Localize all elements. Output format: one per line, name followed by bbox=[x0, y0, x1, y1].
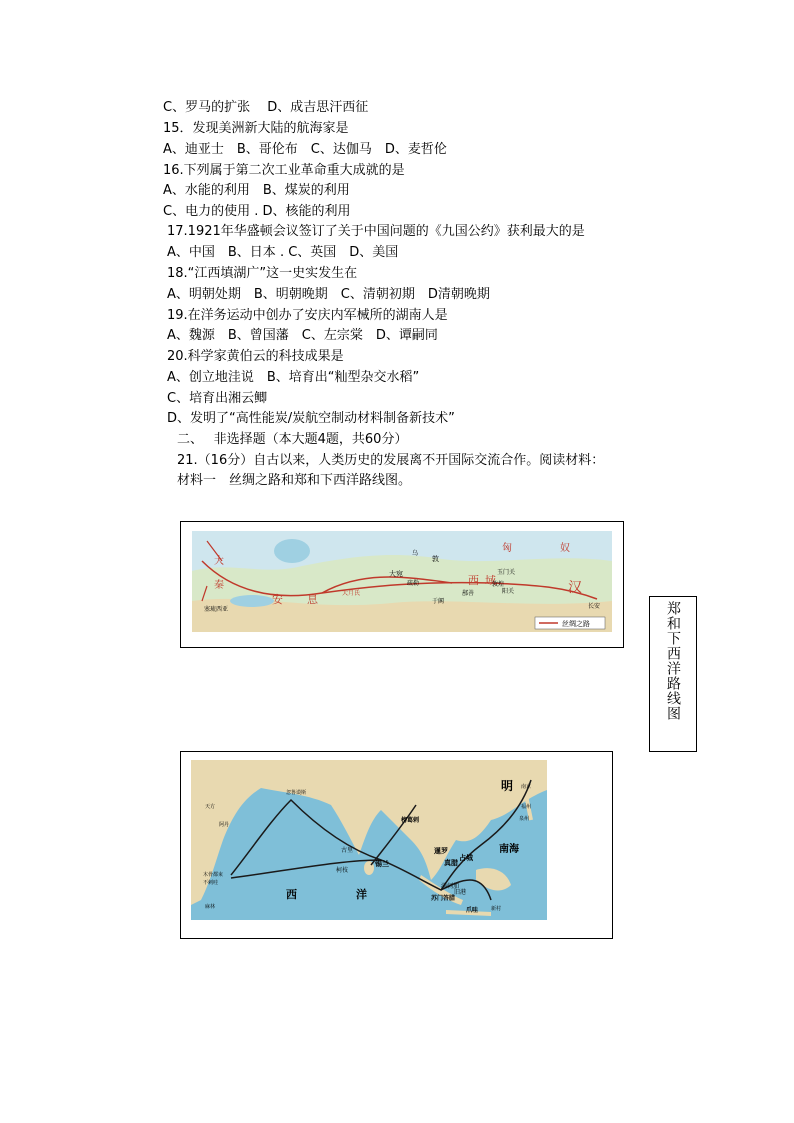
text-line: 17.1921年华盛顿会议签订了关于中国问题的《九国公约》获利最大的是 bbox=[167, 224, 585, 239]
map-label: 大月氏 bbox=[342, 590, 361, 597]
map-label: 大 bbox=[214, 556, 224, 567]
map-label: 明 bbox=[501, 779, 514, 793]
text-line: 19.在洋务运动中创办了安庆内军械所的湖南人是 bbox=[167, 308, 448, 323]
text-line: 15．发现美洲新大陆的航海家是 bbox=[163, 121, 349, 136]
map-label: 柯枝 bbox=[336, 867, 349, 874]
map-label: 敦煌 bbox=[492, 581, 505, 588]
map-label: 木骨都束 bbox=[203, 872, 224, 878]
map-label: 鄯善 bbox=[462, 590, 475, 597]
text-line: 20.科学家黄伯云的科技成果是 bbox=[167, 349, 344, 364]
map-label: 域 bbox=[485, 574, 496, 587]
map-label: 西 bbox=[286, 888, 297, 901]
map-label: 安 bbox=[272, 593, 283, 606]
map-label: 苏门答腊 bbox=[431, 895, 456, 902]
map-label: 玉门关 bbox=[497, 569, 516, 576]
map-label: 阳关 bbox=[502, 588, 515, 595]
text-line: 21.（16分）自古以来，人类历史的发展离不开国际交流合作。阅读材料： bbox=[177, 453, 605, 468]
silk-road-map bbox=[192, 531, 612, 632]
map-label: 汉 bbox=[568, 580, 582, 596]
map-label: 息 bbox=[307, 593, 318, 606]
side-label-box bbox=[649, 596, 697, 752]
map-label: 暹罗 bbox=[434, 847, 448, 855]
map-label: 占城 bbox=[459, 854, 473, 862]
text-line: A、魏源 B、曾国藩 C、左宗棠 D、谭嗣同 bbox=[167, 328, 438, 343]
map-label: 爪哇 bbox=[466, 907, 479, 914]
side-label: 郑和下西洋路线图 bbox=[665, 601, 681, 721]
map-label: 新村 bbox=[491, 906, 502, 912]
map-label: 忽鲁谟斯 bbox=[286, 790, 307, 796]
map-label: 疏勒 bbox=[407, 580, 420, 587]
map-label: 西 bbox=[468, 574, 479, 587]
map-label: 锡兰 bbox=[375, 860, 389, 868]
text-line: 16.下列属于第二次工业革命重大成就的是 bbox=[163, 163, 405, 178]
map-label: 洋 bbox=[356, 888, 367, 901]
map-label: 天方 bbox=[205, 804, 216, 810]
map-label: 泉州 bbox=[519, 816, 530, 822]
text-line: A、创立地洼说 B、培育出“籼型杂交水稻” bbox=[167, 370, 420, 385]
text-line: 材料一 丝绸之路和郑和下西洋路线图。 bbox=[177, 473, 412, 488]
text-line: D、发明了“高性能炭/炭航空制动材料制备新技术” bbox=[167, 411, 455, 426]
zhenghe-map bbox=[191, 760, 547, 920]
map-label: 阿丹 bbox=[219, 822, 230, 828]
map-label: 南京 bbox=[521, 784, 532, 790]
map-label: 榜葛剌 bbox=[401, 817, 420, 824]
map-label: 奴 bbox=[560, 543, 570, 554]
legend-label: 丝绸之路 bbox=[562, 620, 590, 628]
zhenghe-map-frame bbox=[180, 751, 613, 939]
map-label: 福州 bbox=[521, 804, 532, 810]
map-label: 麻林 bbox=[205, 904, 216, 910]
map-label: 秦 bbox=[214, 580, 224, 591]
map-label: 真腊 bbox=[444, 859, 458, 867]
silk-road-map-frame bbox=[180, 521, 624, 648]
map-label: 南海 bbox=[499, 844, 519, 855]
text-line: A、水能的利用 B、煤炭的利用 bbox=[163, 183, 350, 198]
text-line: 18.“江西填湖广”这一史实发生在 bbox=[167, 266, 358, 281]
map-label: 旧港 bbox=[454, 889, 467, 896]
text-line: C、罗马的扩张 D、成吉思汗西征 bbox=[163, 100, 369, 115]
map-label: 乌 bbox=[412, 550, 419, 557]
map-label: 不剌哇 bbox=[203, 880, 219, 886]
map-label: 敦 bbox=[432, 555, 439, 563]
text-line: A、明朝处期 B、明朝晚期 C、清朝初期 D清朝晚期 bbox=[167, 287, 490, 302]
section-heading: 二、 非选择题（本大题4题，共60分） bbox=[177, 432, 408, 447]
text-line: C、培育出湘云鲫 bbox=[167, 391, 268, 406]
map-label: 满剌加 bbox=[441, 883, 460, 890]
map-label: 古里 bbox=[341, 847, 354, 854]
map-label: 匈 bbox=[502, 543, 512, 554]
map-label: 长安 bbox=[588, 603, 601, 610]
text-line: A、迪亚士 B、哥伦布 C、达伽马 D、麦哲伦 bbox=[163, 142, 447, 157]
map-label: 大宛 bbox=[389, 570, 403, 578]
text-line: A、中国 B、日本 . C、英国 D、美国 bbox=[167, 245, 399, 260]
map-label: 于阗 bbox=[432, 598, 445, 605]
text-line: C、电力的使用 . D、核能的利用 bbox=[163, 204, 351, 219]
map-label: 塞琉西亚 bbox=[204, 606, 229, 613]
